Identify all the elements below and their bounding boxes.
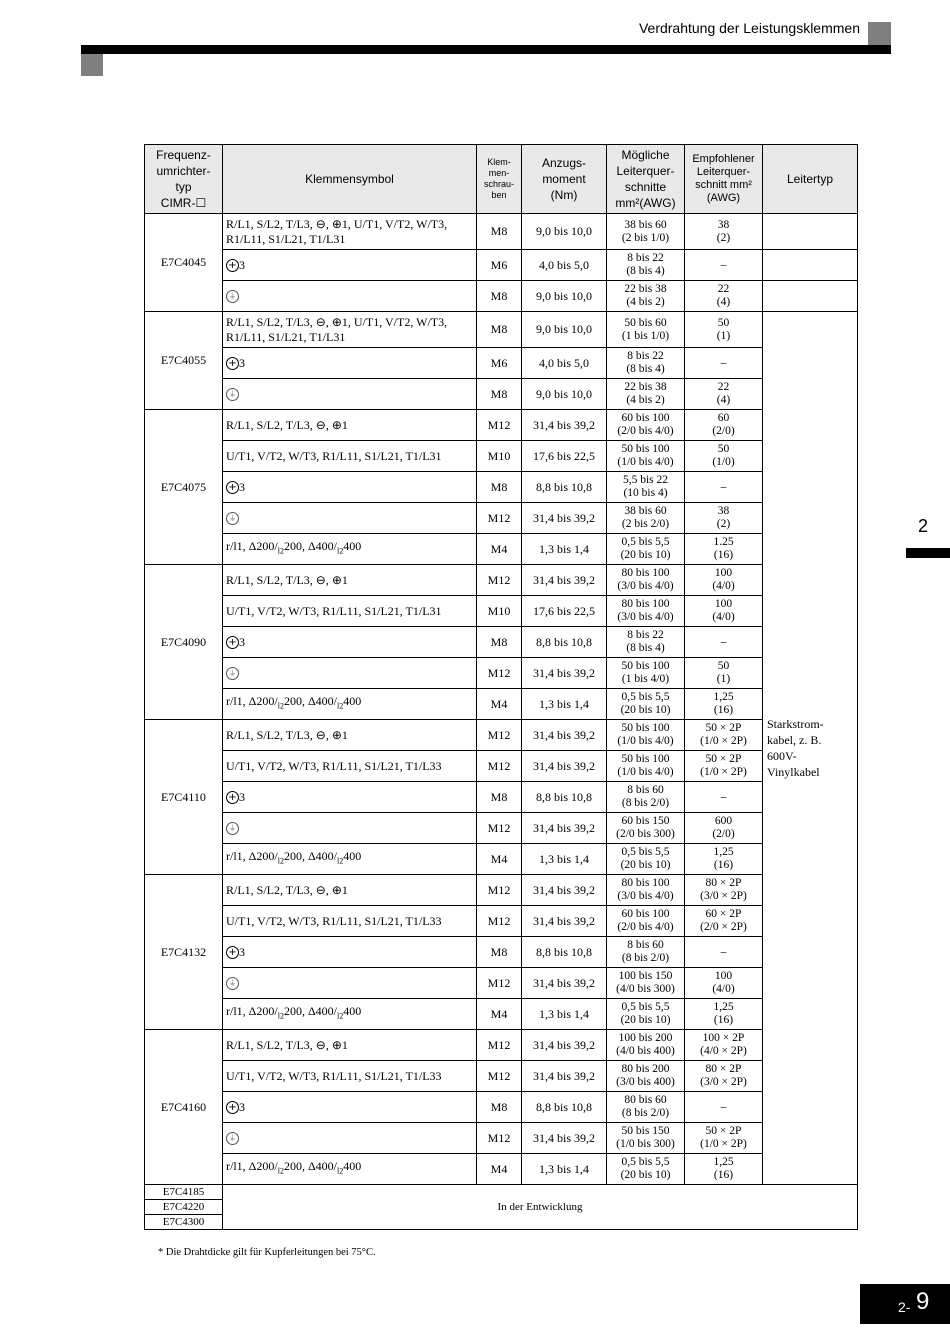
cable-type: Starkstrom- kabel, z. B. 600V- Vinylkabel: [763, 312, 858, 1185]
possible-cross-section: 22 bis 38 (4 bis 2): [607, 379, 685, 410]
tightening-torque: 8,8 bis 10,8: [522, 937, 607, 968]
terminal-symbol-label: U/T1, V/T2, W/T3, R1/L11, S1/L21, T1/L31: [226, 603, 442, 618]
terminal-symbol-label: R/L1, S/L2, T/L3, ⊖, ⊕1: [226, 572, 348, 587]
tightening-torque: 9,0 bis 10,0: [522, 379, 607, 410]
table-row: [145, 627, 858, 658]
terminal-screw: M8: [477, 312, 522, 348]
table-row: [145, 813, 858, 844]
table-header-row: [145, 145, 858, 214]
table-row: [145, 410, 858, 441]
table-row: [145, 312, 858, 348]
ground-icon: ⏚: [226, 822, 239, 835]
inverter-type: E7C4132: [145, 875, 223, 1030]
recommended-cross-section: –: [685, 348, 763, 379]
terminal-symbol: [223, 720, 477, 751]
recommended-cross-section: 100 (4/0): [685, 968, 763, 999]
terminal-symbol-label: R/L1, S/L2, T/L3, ⊖, ⊕1: [226, 727, 348, 742]
terminal-symbol: [223, 281, 477, 312]
possible-cross-section: 50 bis 100 (1/0 bis 4/0): [607, 720, 685, 751]
inverter-type: E7C4160: [145, 1030, 223, 1185]
terminal-symbol-label: 3: [239, 944, 245, 959]
possible-cross-section: 80 bis 100 (3/0 bis 4/0): [607, 875, 685, 906]
terminal-symbol: [223, 937, 477, 968]
possible-cross-section: 50 bis 100 (1 bis 4/0): [607, 658, 685, 689]
terminal-symbol: [223, 379, 477, 410]
tightening-torque: 31,4 bis 39,2: [522, 1030, 607, 1061]
tightening-torque: 4,0 bis 5,0: [522, 348, 607, 379]
recommended-cross-section: 50 (1): [685, 658, 763, 689]
terminal-screw: M12: [477, 751, 522, 782]
recommended-cross-section: 38 (2): [685, 503, 763, 534]
table-row: [145, 503, 858, 534]
table-row: [145, 596, 858, 627]
terminal-symbol: [223, 250, 477, 281]
table-row: [145, 937, 858, 968]
terminal-symbol: [223, 596, 477, 627]
tightening-torque: 31,4 bis 39,2: [522, 720, 607, 751]
terminal-symbol-label: 3: [239, 479, 245, 494]
terminal-screw: M12: [477, 720, 522, 751]
possible-cross-section: 100 bis 150 (4/0 bis 300): [607, 968, 685, 999]
possible-cross-section: 100 bis 200 (4/0 bis 400): [607, 1030, 685, 1061]
plus-circle-icon: +: [226, 791, 239, 804]
possible-cross-section: 8 bis 22 (8 bis 4): [607, 250, 685, 281]
terminal-screw: M6: [477, 348, 522, 379]
possible-cross-section: 50 bis 150 (1/0 bis 300): [607, 1123, 685, 1154]
recommended-cross-section: –: [685, 472, 763, 503]
possible-cross-section: 8 bis 60 (8 bis 2/0): [607, 782, 685, 813]
table-row: [145, 1185, 858, 1200]
recommended-cross-section: –: [685, 250, 763, 281]
page-number-box: [860, 1284, 950, 1324]
tightening-torque: 31,4 bis 39,2: [522, 968, 607, 999]
terminal-wiring-table: [144, 144, 858, 1230]
table-row: [145, 534, 858, 565]
table-row: [145, 250, 858, 281]
terminal-screw: M12: [477, 410, 522, 441]
recommended-cross-section: 80 × 2P (3/0 × 2P): [685, 875, 763, 906]
inverter-type: E7C4300: [145, 1215, 223, 1230]
terminal-screw: M12: [477, 968, 522, 999]
recommended-cross-section: 100 × 2P (4/0 × 2P): [685, 1030, 763, 1061]
table-row: [145, 844, 858, 875]
table-row: [145, 1154, 858, 1185]
terminal-symbol-label: 3: [239, 355, 245, 370]
possible-cross-section: 60 bis 150 (2/0 bis 300): [607, 813, 685, 844]
possible-cross-section: 8 bis 60 (8 bis 2/0): [607, 937, 685, 968]
terminal-symbol: [223, 689, 477, 720]
terminal-screw: M8: [477, 472, 522, 503]
terminal-screw: M4: [477, 534, 522, 565]
table-row: [145, 906, 858, 937]
tightening-torque: 17,6 bis 22,5: [522, 441, 607, 472]
table-row: [145, 658, 858, 689]
plus-circle-icon: +: [226, 357, 239, 370]
possible-cross-section: 38 bis 60 (2 bis 2/0): [607, 503, 685, 534]
terminal-screw: M8: [477, 214, 522, 250]
cable-type-empty: [763, 250, 858, 281]
terminal-symbol-label: r/l1, $\Delta 200/_{l2}200$, $\Delta 400/_{l2}400$: [226, 539, 362, 556]
terminal-symbol-label: 3: [239, 634, 245, 649]
terminal-symbol: [223, 534, 477, 565]
ground-icon: ⏚: [226, 1132, 239, 1145]
terminal-screw: M4: [477, 844, 522, 875]
table-row: [145, 281, 858, 312]
table-row: [145, 875, 858, 906]
inverter-type: E7C4185: [145, 1185, 223, 1200]
terminal-symbol: [223, 968, 477, 999]
terminal-symbol: [223, 813, 477, 844]
recommended-cross-section: 1.25 (16): [685, 534, 763, 565]
terminal-symbol: [223, 503, 477, 534]
possible-cross-section: 0,5 bis 5,5 (20 bis 10): [607, 689, 685, 720]
terminal-symbol-label: r/l1, $\Delta 200/_{l2}200$, $\Delta 400/_{l2}400$: [226, 1159, 362, 1176]
terminal-symbol-label: R/L1, S/L2, T/L3, ⊖, ⊕1: [226, 417, 348, 432]
table-row: [145, 720, 858, 751]
table-row: [145, 214, 858, 250]
terminal-screw: M12: [477, 1061, 522, 1092]
possible-cross-section: 5,5 bis 22 (10 bis 4): [607, 472, 685, 503]
table-row: [145, 782, 858, 813]
tightening-torque: 17,6 bis 22,5: [522, 596, 607, 627]
page-header-title: Verdrahtung der Leistungsklemmen: [638, 20, 860, 36]
header-bar: [81, 45, 891, 54]
tightening-torque: 31,4 bis 39,2: [522, 565, 607, 596]
terminal-symbol-label: U/T1, V/T2, W/T3, R1/L11, S1/L21, T1/L33: [226, 758, 442, 773]
header-square-decoration: [868, 22, 891, 45]
terminal-symbol: [223, 875, 477, 906]
terminal-symbol-label: 3: [239, 257, 245, 272]
possible-cross-section: 80 bis 100 (3/0 bis 4/0): [607, 596, 685, 627]
tightening-torque: 8,8 bis 10,8: [522, 1092, 607, 1123]
terminal-symbol: [223, 312, 477, 348]
inverter-type: E7C4055: [145, 312, 223, 410]
terminal-symbol: [223, 658, 477, 689]
tightening-torque: 9,0 bis 10,0: [522, 281, 607, 312]
possible-cross-section: 60 bis 100 (2/0 bis 4/0): [607, 410, 685, 441]
table-row: [145, 379, 858, 410]
ground-icon: ⏚: [226, 388, 239, 401]
possible-cross-section: 22 bis 38 (4 bis 2): [607, 281, 685, 312]
possible-cross-section: 80 bis 100 (3/0 bis 4/0): [607, 565, 685, 596]
tightening-torque: 31,4 bis 39,2: [522, 503, 607, 534]
possible-cross-section: 50 bis 60 (1 bis 1/0): [607, 312, 685, 348]
possible-cross-section: 60 bis 100 (2/0 bis 4/0): [607, 906, 685, 937]
ground-icon: ⏚: [226, 667, 239, 680]
tightening-torque: 31,4 bis 39,2: [522, 813, 607, 844]
recommended-cross-section: 50 × 2P (1/0 × 2P): [685, 1123, 763, 1154]
tightening-torque: 31,4 bis 39,2: [522, 875, 607, 906]
terminal-screw: M12: [477, 813, 522, 844]
tightening-torque: 31,4 bis 39,2: [522, 751, 607, 782]
possible-cross-section: 38 bis 60 (2 bis 1/0): [607, 214, 685, 250]
ground-icon: ⏚: [226, 977, 239, 990]
plus-circle-icon: +: [226, 946, 239, 959]
plus-circle-icon: +: [226, 259, 239, 272]
page-chapter: 2-: [898, 1299, 911, 1315]
terminal-symbol-label: U/T1, V/T2, W/T3, R1/L11, S1/L21, T1/L33: [226, 1068, 442, 1083]
tightening-torque: 31,4 bis 39,2: [522, 1123, 607, 1154]
table-row: [145, 1030, 858, 1061]
tightening-torque: 8,8 bis 10,8: [522, 782, 607, 813]
header-cable-type: Leitertyp: [763, 145, 858, 214]
terminal-symbol: [223, 782, 477, 813]
tightening-torque: 4,0 bis 5,0: [522, 250, 607, 281]
inverter-type: E7C4075: [145, 410, 223, 565]
inverter-type: E7C4220: [145, 1200, 223, 1215]
table-row: [145, 999, 858, 1030]
recommended-cross-section: 80 × 2P (3/0 × 2P): [685, 1061, 763, 1092]
footnote: * Die Drahtdicke gilt für Kupferleitungen bei 75°C.: [158, 1247, 376, 1258]
header-symbol: Klemmensymbol: [223, 145, 477, 214]
terminal-screw: M8: [477, 782, 522, 813]
plus-circle-icon: +: [226, 636, 239, 649]
table-row: [145, 348, 858, 379]
terminal-symbol-label: r/l1, $\Delta 200/_{l2}200$, $\Delta 400/_{l2}400$: [226, 1004, 362, 1021]
tightening-torque: 9,0 bis 10,0: [522, 312, 607, 348]
terminal-screw: M12: [477, 1123, 522, 1154]
table-row: [145, 968, 858, 999]
recommended-cross-section: –: [685, 782, 763, 813]
terminal-screw: M8: [477, 627, 522, 658]
terminal-symbol: [223, 410, 477, 441]
recommended-cross-section: 38 (2): [685, 214, 763, 250]
tightening-torque: 9,0 bis 10,0: [522, 214, 607, 250]
tightening-torque: 31,4 bis 39,2: [522, 1061, 607, 1092]
terminal-symbol: [223, 472, 477, 503]
terminal-symbol: [223, 1092, 477, 1123]
recommended-cross-section: –: [685, 1092, 763, 1123]
tightening-torque: 1,3 bis 1,4: [522, 844, 607, 875]
recommended-cross-section: 60 × 2P (2/0 × 2P): [685, 906, 763, 937]
terminal-symbol: [223, 844, 477, 875]
terminal-screw: M6: [477, 250, 522, 281]
chapter-tab-number: 2: [918, 516, 929, 536]
inverter-type: E7C4090: [145, 565, 223, 720]
terminal-screw: M12: [477, 875, 522, 906]
table-row: [145, 441, 858, 472]
terminal-screw: M12: [477, 565, 522, 596]
terminal-symbol-label: U/T1, V/T2, W/T3, R1/L11, S1/L21, T1/L31: [226, 448, 442, 463]
header-type: Frequenz- umrichter- typ CIMR-☐: [145, 145, 223, 214]
terminal-symbol: [223, 1061, 477, 1092]
possible-cross-section: 80 bis 200 (3/0 bis 400): [607, 1061, 685, 1092]
recommended-cross-section: 50 (1/0): [685, 441, 763, 472]
terminal-symbol-label: r/l1, $\Delta 200/_{l2}200$, $\Delta 400/_{l2}400$: [226, 849, 362, 866]
recommended-cross-section: 1,25 (16): [685, 689, 763, 720]
recommended-cross-section: 22 (4): [685, 281, 763, 312]
terminal-symbol-label: 3: [239, 789, 245, 804]
terminal-screw: M10: [477, 596, 522, 627]
terminal-symbol: [223, 348, 477, 379]
terminal-screw: M8: [477, 1092, 522, 1123]
header-torque: Anzugs- moment (Nm): [522, 145, 607, 214]
plus-circle-icon: +: [226, 1101, 239, 1114]
terminal-screw: M4: [477, 1154, 522, 1185]
table-row: [145, 565, 858, 596]
chapter-tab-bar: [906, 548, 950, 558]
terminal-screw: M4: [477, 999, 522, 1030]
recommended-cross-section: 1,25 (16): [685, 999, 763, 1030]
terminal-symbol-label: R/L1, S/L2, T/L3, ⊖, ⊕1, U/T1, V/T2, W/T3, R1/L11, S1/L21, T1/L31: [226, 216, 448, 246]
terminal-symbol: [223, 1030, 477, 1061]
possible-cross-section: 50 bis 100 (1/0 bis 4/0): [607, 441, 685, 472]
terminal-symbol: [223, 906, 477, 937]
possible-cross-section: 50 bis 100 (1/0 bis 4/0): [607, 751, 685, 782]
recommended-cross-section: 60 (2/0): [685, 410, 763, 441]
terminal-symbol: [223, 565, 477, 596]
ground-icon: ⏚: [226, 290, 239, 303]
tightening-torque: 1,3 bis 1,4: [522, 999, 607, 1030]
possible-cross-section: 0,5 bis 5,5 (20 bis 10): [607, 534, 685, 565]
table-row: [145, 1061, 858, 1092]
recommended-cross-section: 1,25 (16): [685, 844, 763, 875]
inverter-type: E7C4045: [145, 214, 223, 312]
recommended-cross-section: 1,25 (16): [685, 1154, 763, 1185]
recommended-cross-section: 50 × 2P (1/0 × 2P): [685, 720, 763, 751]
cable-type-empty: [763, 214, 858, 250]
in-development-note: In der Entwicklung: [223, 1185, 858, 1230]
possible-cross-section: 0,5 bis 5,5 (20 bis 10): [607, 999, 685, 1030]
recommended-cross-section: 50 (1): [685, 312, 763, 348]
terminal-symbol: [223, 214, 477, 250]
possible-cross-section: 0,5 bis 5,5 (20 bis 10): [607, 844, 685, 875]
possible-cross-section: 8 bis 22 (8 bis 4): [607, 627, 685, 658]
terminal-symbol: [223, 1123, 477, 1154]
terminal-screw: M4: [477, 689, 522, 720]
table-row: [145, 751, 858, 782]
tightening-torque: 1,3 bis 1,4: [522, 1154, 607, 1185]
table-row: [145, 472, 858, 503]
recommended-cross-section: 100 (4/0): [685, 596, 763, 627]
terminal-screw: M8: [477, 281, 522, 312]
terminal-symbol-label: R/L1, S/L2, T/L3, ⊖, ⊕1: [226, 1037, 348, 1052]
tightening-torque: 8,8 bis 10,8: [522, 472, 607, 503]
tightening-torque: 1,3 bis 1,4: [522, 534, 607, 565]
terminal-symbol-label: 3: [239, 1099, 245, 1114]
tightening-torque: 8,8 bis 10,8: [522, 627, 607, 658]
header-possible-cross-section: Mögliche Leiterquer- schnitte mm²(AWG): [607, 145, 685, 214]
plus-circle-icon: +: [226, 481, 239, 494]
cable-type-empty: [763, 281, 858, 312]
terminal-symbol-label: R/L1, S/L2, T/L3, ⊖, ⊕1: [226, 882, 348, 897]
terminal-symbol-label: r/l1, $\Delta 200/_{l2}200$, $\Delta 400/_{l2}400$: [226, 694, 362, 711]
recommended-cross-section: 100 (4/0): [685, 565, 763, 596]
possible-cross-section: 8 bis 22 (8 bis 4): [607, 348, 685, 379]
terminal-symbol: [223, 441, 477, 472]
terminal-symbol: [223, 627, 477, 658]
terminal-symbol: [223, 999, 477, 1030]
recommended-cross-section: –: [685, 937, 763, 968]
tightening-torque: 31,4 bis 39,2: [522, 906, 607, 937]
table-row: [145, 689, 858, 720]
recommended-cross-section: 600 (2/0): [685, 813, 763, 844]
page-number: 9: [916, 1288, 930, 1315]
table-body: [145, 214, 858, 1230]
possible-cross-section: 80 bis 60 (8 bis 2/0): [607, 1092, 685, 1123]
terminal-screw: M12: [477, 906, 522, 937]
table-row: [145, 1123, 858, 1154]
ground-icon: ⏚: [226, 512, 239, 525]
table-row: [145, 1092, 858, 1123]
terminal-screw: M12: [477, 1030, 522, 1061]
recommended-cross-section: 50 × 2P (1/0 × 2P): [685, 751, 763, 782]
terminal-screw: M10: [477, 441, 522, 472]
tightening-torque: 31,4 bis 39,2: [522, 410, 607, 441]
terminal-symbol: [223, 751, 477, 782]
header-recommended-cross-section: Empfohlener Leiterquer- schnitt mm² (AWG): [685, 145, 763, 214]
tightening-torque: 31,4 bis 39,2: [522, 658, 607, 689]
recommended-cross-section: –: [685, 627, 763, 658]
tightening-torque: 1,3 bis 1,4: [522, 689, 607, 720]
header-square-decoration-left: [81, 54, 103, 76]
possible-cross-section: 0,5 bis 5,5 (20 bis 10): [607, 1154, 685, 1185]
terminal-symbol-label: R/L1, S/L2, T/L3, ⊖, ⊕1, U/T1, V/T2, W/T3, R1/L11, S1/L21, T1/L31: [226, 314, 448, 344]
recommended-cross-section: 22 (4): [685, 379, 763, 410]
terminal-screw: M12: [477, 503, 522, 534]
terminal-symbol-label: U/T1, V/T2, W/T3, R1/L11, S1/L21, T1/L33: [226, 913, 442, 928]
terminal-screw: M12: [477, 658, 522, 689]
terminal-symbol: [223, 1154, 477, 1185]
inverter-type: E7C4110: [145, 720, 223, 875]
terminal-screw: M8: [477, 937, 522, 968]
header-screw: Klem- men- schrau- ben: [477, 145, 522, 214]
terminal-screw: M8: [477, 379, 522, 410]
